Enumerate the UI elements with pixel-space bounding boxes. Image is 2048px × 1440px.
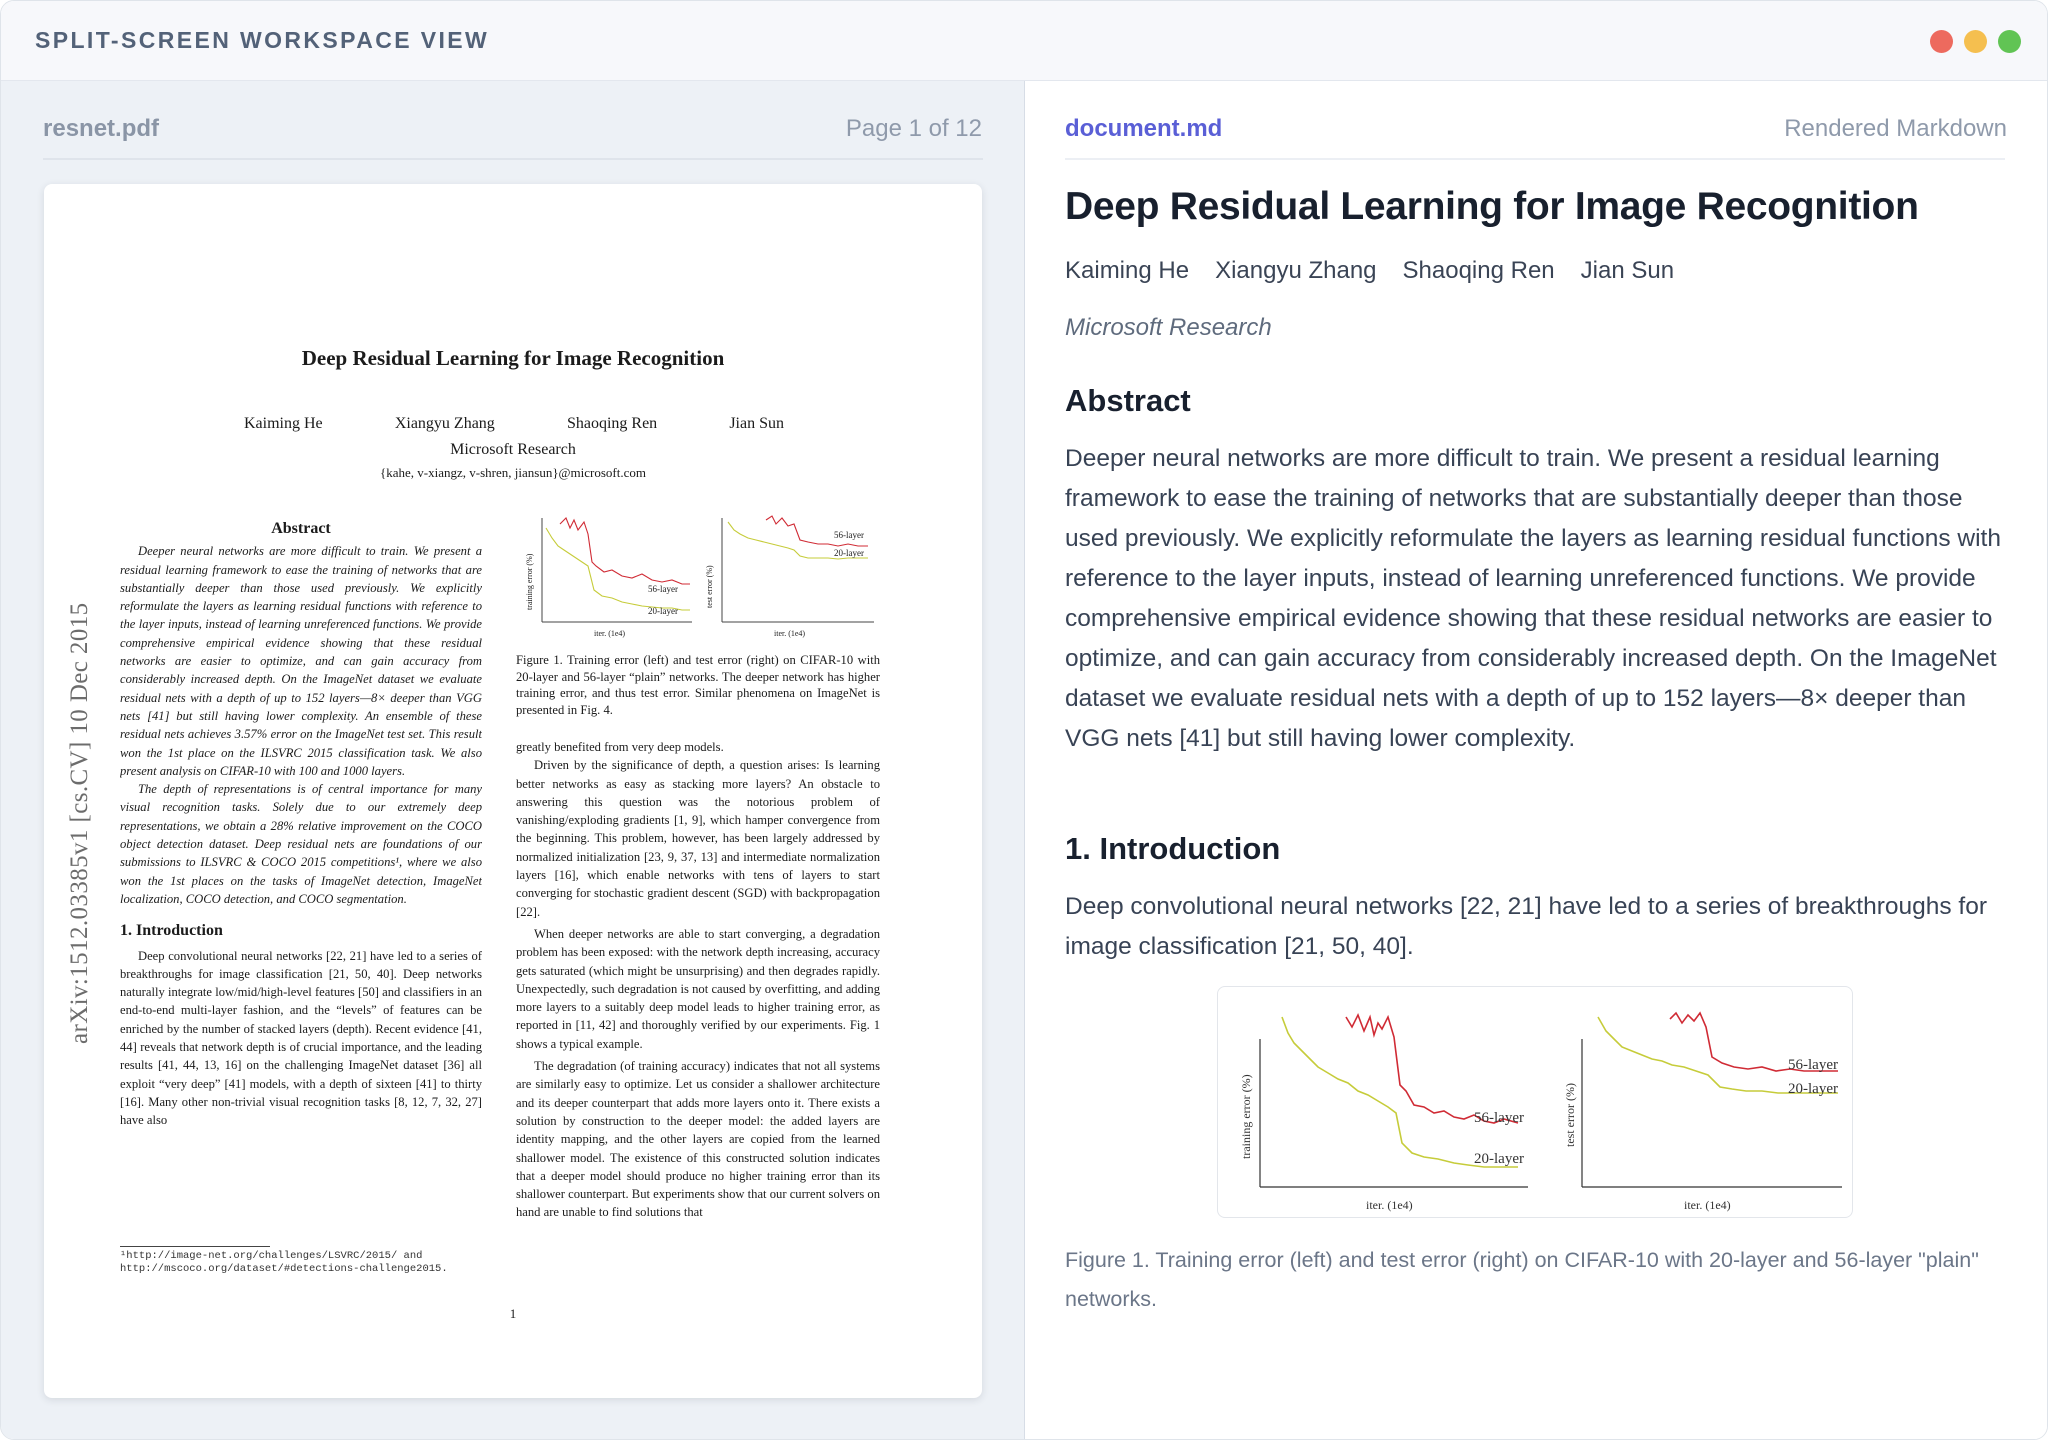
render-mode-label: Rendered Markdown <box>1784 115 2007 142</box>
pdf-fig-ylabel: test error (%) <box>705 565 714 608</box>
md-title: Deep Residual Learning for Image Recognition <box>1065 185 1919 228</box>
minimize-button[interactable] <box>1964 30 1987 53</box>
md-fig-xlabel: iter. (1e4) <box>1366 1198 1413 1212</box>
md-fig-label-20: 20-layer <box>1474 1151 1524 1167</box>
page-indicator: Page 1 of 12 <box>845 115 982 142</box>
pdf-authors <box>244 415 784 433</box>
md-affiliation: Microsoft Research <box>1065 314 1272 341</box>
pdf-fig-label-56: 56-layer <box>834 530 864 540</box>
window-controls <box>1930 30 2021 53</box>
pdf-affiliation: Microsoft Research <box>450 441 576 458</box>
pdf-fig-label-20: 20-layer <box>648 606 678 616</box>
pdf-left-column <box>120 520 482 1240</box>
md-figure-left-plot <box>1239 1015 1528 1212</box>
arxiv-stamp: arXiv:1512.03385v1 [cs.CV] 10 Dec 2015 <box>66 602 93 1044</box>
md-abstract-heading: Abstract <box>1065 383 1191 418</box>
pdf-fig-label-56: 56-layer <box>648 584 678 594</box>
header-divider <box>1065 158 2005 160</box>
pdf-figure <box>512 510 884 650</box>
pdf-figure-left-plot <box>525 518 692 638</box>
pdf-figure-caption: Figure 1. Training error (left) and test error (right) on CIFAR-10 with 20-layer and 56-layer “plain” networks. The deeper network has higher training error, and thus test error. Similar phenomena on ImageNet is presented in Fig. 4. <box>516 653 880 717</box>
footnote-rule <box>120 1246 270 1247</box>
md-fig-ylabel: training error (%) <box>1239 1074 1253 1159</box>
md-fig-ylabel: test error (%) <box>1563 1083 1577 1147</box>
pdf-footnote: ¹http://image-net.org/challenges/LSVRC/2015/ and http://mscoco.org/dataset/#detections-challenge2015. <box>120 1250 448 1275</box>
md-fig-xlabel: iter. (1e4) <box>1684 1198 1731 1212</box>
close-button[interactable] <box>1930 30 1953 53</box>
pdf-pane <box>1 81 1024 1440</box>
pdf-page[interactable] <box>44 184 982 1398</box>
zoom-button[interactable] <box>1998 30 2021 53</box>
pdf-fig-xlabel: iter. (1e4) <box>594 629 626 638</box>
pdf-paragraph: greatly benefited from very deep models. <box>516 740 724 754</box>
pdf-right-column <box>516 738 880 1286</box>
md-fig-curve-20 <box>1282 1017 1518 1167</box>
pdf-fig-curve-20 <box>546 528 690 610</box>
header-divider <box>43 158 983 160</box>
md-figure-caption: Figure 1. Training error (left) and test error (right) on CIFAR-10 with 20-layer and 56-layer "plain" networks. <box>1065 1248 1979 1311</box>
pdf-abstract-heading: Abstract <box>271 520 331 537</box>
pdf-fig-label-20: 20-layer <box>834 548 864 558</box>
pdf-page-number: 1 <box>509 1306 517 1321</box>
pdf-abstract-paragraph: The depth of representations is of central importance for many visual recognition tasks. Solely due to our extremely deep representations, we obtain a 28% relative improvement on the COCO object detection dataset. Deep residual nets are foundations of our submissions to ILSVRC & COCO 2015 competitions¹, where we also won the 1st places on the tasks of ImageNet detection, ImageNet localization, COCO detection, and COCO segmentation. <box>120 782 482 906</box>
md-intro-heading: 1. Introduction <box>1065 831 1281 866</box>
window-title: SPLIT-SCREEN WORKSPACE VIEW <box>35 27 490 53</box>
pdf-intro-paragraph: Deep convolutional neural networks [22, 21] have led to a series of breakthroughs for image classification [21, 50, 40]. Deep networks naturally integrate low/mid/high-level features [50] and classifiers in an end-to-end multi-layer fashion, and the “levels” of features can be enriched by the number of stacked layers (depth). Recent evidence [41, 44] reveals that network depth is of crucial importance, and the leading results [41, 44, 13, 16] on the challenging ImageNet dataset [36] all exploit “very deep” [41] models, with a depth of sixteen [41] to thirty [16]. Many other non-trivial visual recognition tasks [8, 12, 7, 32, 27] have also <box>120 948 482 1128</box>
pdf-author: Shaoqing Ren <box>566 415 658 432</box>
md-fig-curve-56 <box>1346 1015 1518 1123</box>
md-author: Xiangyu Zhang <box>1215 257 1377 284</box>
md-intro-text: Deep convolutional neural networks [22, 21] have led to a series of breakthroughs for image classification [21, 50, 40]. <box>1065 893 1988 960</box>
pdf-fig-curve-56 <box>560 518 690 584</box>
pdf-paragraph: Driven by the significance of depth, a question arises: Is learning better networks as easy as stacking more layers? An obstacle to answering this question was the notorious problem of vanishing/exploding gradients [1, 9], which hamper convergence from the beginning. This problem, however, has been largely addressed by normalized initialization [23, 9, 37, 13] and intermediate normalization layers [16], which enable networks with tens of layers to start converging for stochastic gradient descent (SGD) with backpropagation [22]. <box>516 758 880 919</box>
pdf-fig-ylabel: training error (%) <box>525 553 534 610</box>
md-fig-label-56: 56-layer <box>1788 1057 1838 1073</box>
md-figure-right-plot <box>1563 1013 1842 1212</box>
markdown-pane <box>1025 81 2048 1440</box>
md-authors <box>1065 257 1674 285</box>
pdf-emails: {kahe, v-xiangz, v-shren, jiansun}@microsoft.com <box>380 465 646 480</box>
md-fig-label-20: 20-layer <box>1788 1081 1838 1097</box>
pdf-paragraph: When deeper networks are able to start converging, a degradation problem has been exposed: with the network depth increasing, accuracy gets saturated (which might be unsurprising) and then degrades rapidly. Unexpectedly, such degradation is not caused by overfitting, and adding more layers to a suitably deep model leads to higher training error, as reported in [11, 42] and thoroughly verified by our experiments. Fig. 1 shows a typical example. <box>516 926 880 1051</box>
md-figure-plots <box>1218 987 1853 1218</box>
pdf-figure-right-plot <box>705 516 874 638</box>
md-author: Kaiming He <box>1065 257 1190 284</box>
pdf-abstract-paragraph: Deeper neural networks are more difficult to train. We present a residual learning framework to ease the training of networks that are substantially deeper than those used previously. We explicitly reformulate the layers as learning residual functions with reference to the layer inputs, instead of learning unreferenced functions. We provide comprehensive empirical evidence showing that these residual networks are easier to optimize, and can gain accuracy from considerably increased depth. On the ImageNet dataset we evaluate residual nets with a depth of up to 152 layers—8× deeper than VGG nets [41] but still having lower complexity. An ensemble of these residual nets achieves 3.57% error on the ImageNet test set. This result won the 1st place on the ILSVRC 2015 classification task. We also present analysis on CIFAR-10 with 100 and 1000 layers. <box>120 544 482 778</box>
pdf-paragraph: The degradation (of training accuracy) indicates that not all systems are similarly easy to optimize. Let us consider a shallower architecture and its deeper counterpart that adds more layers onto it. There exists a solution by construction to the deeper model: the added layers are identity mapping, and the other layers are copied from the learned shallower model. The existence of this constructed solution indicates that a deeper model should produce no higher training error than its shallower counterpart. But experiments show that our current solvers on hand are unable to find solutions that <box>516 1059 880 1220</box>
pdf-author: Jian Sun <box>729 415 784 432</box>
md-figure <box>1217 986 1853 1218</box>
pdf-author: Xiangyu Zhang <box>394 415 495 432</box>
title-bar <box>1 1 2048 81</box>
pdf-filename[interactable]: resnet.pdf <box>43 115 160 142</box>
markdown-filename[interactable]: document.md <box>1065 115 1223 142</box>
pdf-fig-xlabel: iter. (1e4) <box>774 629 806 638</box>
md-author: Jian Sun <box>1580 257 1675 284</box>
md-abstract-text: Deeper neural networks are more difficult to train. We present a residual learning framework to ease the training of networks that are substantially deeper than those used previously. We explicitly reformulate the layers as learning residual functions with reference to the layer inputs, instead of learning unreferenced functions. We provide comprehensive empirical evidence showing that these residual networks are easier to optimize, and can gain accuracy from considerably increased depth. On the ImageNet dataset we evaluate residual nets with a depth of up to 152 layers—8× deeper than VGG nets [41] but still having lower complexity. <box>1065 445 2001 752</box>
pdf-author: Kaiming He <box>244 415 323 432</box>
pdf-intro-heading: 1. Introduction <box>120 922 223 940</box>
pdf-title: Deep Residual Learning for Image Recognition <box>301 346 725 370</box>
md-author: Shaoqing Ren <box>1402 257 1555 284</box>
md-fig-label-56: 56-layer <box>1474 1110 1524 1126</box>
